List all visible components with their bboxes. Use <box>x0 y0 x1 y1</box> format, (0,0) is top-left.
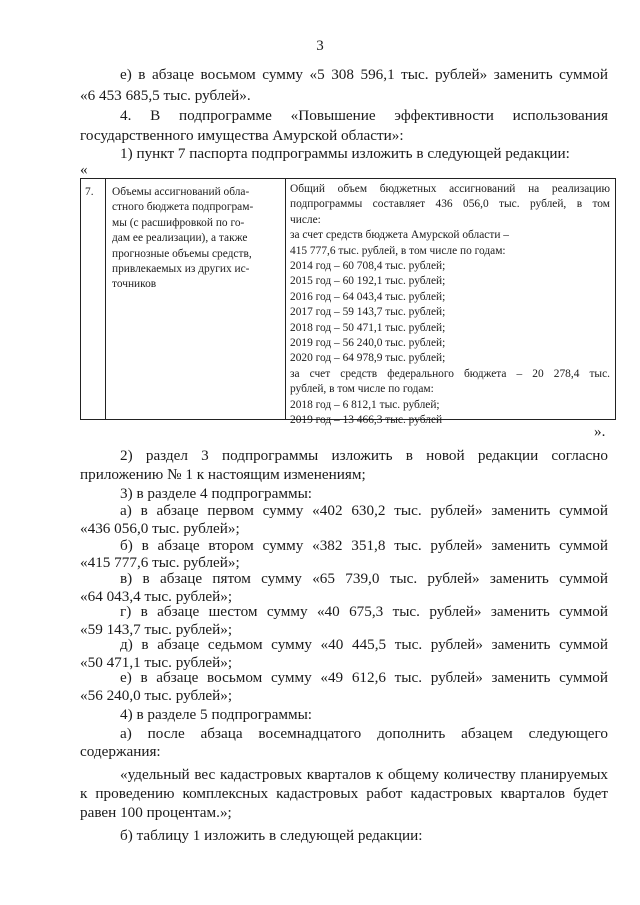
passport-table <box>80 178 616 427</box>
value-line: 2018 год – 50 471,1 тыс. рублей; <box>290 321 446 334</box>
paragraph-3v-line1: в) в абзаце пятом сумму «65 739,0 тыс. рублей» заменить суммой <box>120 570 608 587</box>
paragraph-4-line1: 4. В подпрограмме «Повышение эффективности использования <box>120 107 608 124</box>
value-line: 2015 год – 60 192,1 тыс. рублей; <box>290 275 446 288</box>
row-number: 7. <box>85 186 94 198</box>
paragraph-quote-line3: равен 100 процентам.»; <box>80 804 232 821</box>
name-line: дам ее реализации), а также <box>112 232 248 245</box>
paragraph-3: 3) в разделе 4 подпрограммы: <box>120 485 312 502</box>
paragraph-3g-line2: «59 143,7 тыс. рублей»; <box>80 621 233 638</box>
name-line: стного бюджета подпрограм- <box>112 201 254 214</box>
quote-open: « <box>80 161 88 178</box>
value-line: за счет средств бюджета Амурской области – <box>290 229 509 242</box>
paragraph-4-1: 1) пункт 7 паспорта подпрограммы изложить в следующей редакции: <box>120 145 570 162</box>
paragraph-3b-line2: «415 777,6 тыс. рублей»; <box>80 554 240 571</box>
value-line: подпрограммы составляет 436 056,0 тыс. рублей, в том <box>290 198 610 211</box>
paragraph-3e-line2: «56 240,0 тыс. рублей»; <box>80 687 233 704</box>
name-line: мы (с расшифровкой по го- <box>112 216 245 229</box>
paragraph-2-line1: 2) раздел 3 подпрограммы изложить в новой редакции согласно <box>120 447 608 464</box>
value-line: Общий объем бюджетных ассигнований на реализацию <box>290 183 610 195</box>
name-line: привлекаемых из других ис- <box>112 263 250 276</box>
value-line: 2020 год – 64 978,9 тыс. рублей; <box>290 352 446 365</box>
paragraph-3d-line2: «50 471,1 тыс. рублей»; <box>80 654 233 671</box>
paragraph-quote-line1: «удельный вес кадастровых кварталов к общему количеству планируемых <box>120 766 608 783</box>
paragraph-2-line2: приложению № 1 к настоящим изменениям; <box>80 466 366 483</box>
table-name-cell <box>106 179 286 419</box>
value-line: 2014 год – 60 708,4 тыс. рублей; <box>290 260 446 273</box>
value-line: за счет средств федерального бюджета – 20 278,4 тыс. <box>290 367 610 380</box>
name-line: точников <box>112 278 157 291</box>
paragraph-3d-line1: д) в абзаце седьмом сумму «40 445,5 тыс. рублей» заменить суммой <box>120 636 608 653</box>
value-line: 2018 год – 6 812,1 тыс. рублей; <box>290 398 440 411</box>
paragraph-3e-line1: е) в абзаце восьмом сумму «49 612,6 тыс. рублей» заменить суммой <box>120 669 608 686</box>
table-row-number-cell <box>81 179 106 419</box>
paragraph-4a-line2: содержания: <box>80 743 161 760</box>
page-number: 3 <box>316 38 324 54</box>
paragraph-3b-line1: б) в абзаце втором сумму «382 351,8 тыс. рублей» заменить суммой <box>120 537 608 554</box>
paragraph-3a-line2: «436 056,0 тыс. рублей»; <box>80 520 240 537</box>
paragraph-3g-line1: г) в абзаце шестом сумму «40 675,3 тыс. рублей» заменить суммой <box>120 603 608 620</box>
value-line: числе: <box>290 213 321 226</box>
value-line: 415 777,6 тыс. рублей, в том числе по годам: <box>290 244 506 257</box>
paragraph-3v-line2: «64 043,4 тыс. рублей»; <box>80 588 233 605</box>
name-line: прогнозные объемы средств, <box>112 247 252 260</box>
table-value-cell <box>286 179 615 427</box>
value-line: 2019 год – 56 240,0 тыс. рублей; <box>290 337 446 350</box>
value-line: 2017 год – 59 143,7 тыс. рублей; <box>290 306 446 319</box>
quote-close: ». <box>594 423 606 440</box>
value-line: рублей, в том числе по годам: <box>290 383 434 396</box>
paragraph-4a-line1: а) после абзаца восемнадцатого дополнить абзацем следующего <box>120 725 608 742</box>
paragraph-3a-line1: а) в абзаце первом сумму «402 630,2 тыс. рублей» заменить суммой <box>120 502 608 519</box>
paragraph-4b: б) таблицу 1 изложить в следующей редакции: <box>120 827 423 844</box>
paragraph-4-line2: государственного имущества Амурской области»: <box>80 127 404 144</box>
paragraph-quote-line2: к проведению комплексных кадастровых работ кадастровых кварталов будет <box>80 785 608 802</box>
paragraph-4s: 4) в разделе 5 подпрограммы: <box>120 706 312 723</box>
name-line: Объемы ассигнований обла- <box>112 186 250 198</box>
value-line: 2016 год – 64 043,4 тыс. рублей; <box>290 290 446 303</box>
paragraph-e1-line2: «6 453 685,5 тыс. рублей». <box>80 87 251 104</box>
paragraph-e1-line1: е) в абзаце восьмом сумму «5 308 596,1 тыс. рублей» заменить суммой <box>120 66 608 83</box>
value-line: 2019 год – 13 466,3 тыс. рублей <box>290 414 443 427</box>
